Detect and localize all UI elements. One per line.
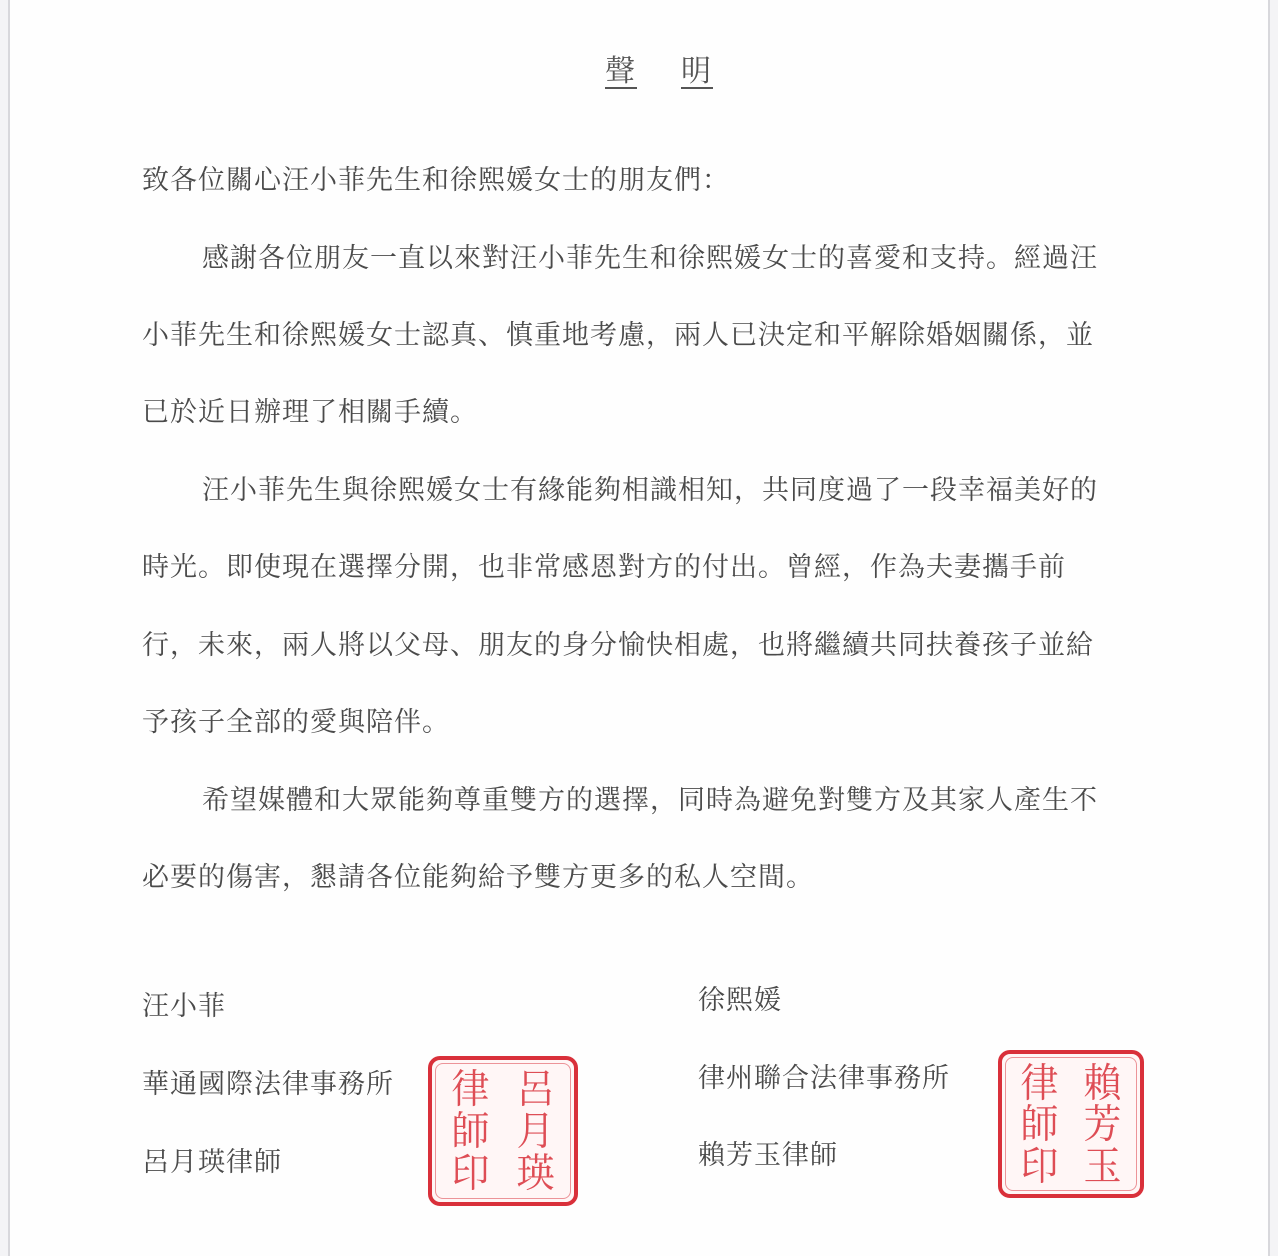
signature-firm-left: 華通國際法律事務所 — [142, 1069, 394, 1100]
paragraph-2-line-3: 行，未來，兩人將以父母、朋友的身分愉快相處，也將繼續共同扶養孩子並給 — [142, 630, 1094, 661]
paragraph-2-line-1: 汪小菲先生與徐熙媛女士有緣能夠相識相知，共同度過了一段幸福美好的 — [202, 475, 1098, 506]
lawyer-seal-left — [428, 1056, 578, 1206]
seal-char: 瑛 — [516, 1149, 555, 1197]
signature-party-left: 汪小菲 — [142, 991, 226, 1022]
seal-char: 律 — [1020, 1059, 1059, 1106]
salutation: 致各位關心汪小菲先生和徐熙媛女士的朋友們： — [142, 165, 730, 196]
seal-char: 玉 — [1083, 1142, 1122, 1189]
signature-party-right: 徐熙媛 — [698, 985, 782, 1016]
seal-char: 師 — [451, 1107, 490, 1155]
seal-char: 律 — [451, 1065, 490, 1113]
paragraph-1-line-2: 小菲先生和徐熙媛女士認真、慎重地考慮，兩人已決定和平解除婚姻關係，並 — [142, 320, 1094, 351]
paragraph-2-line-4: 予孩子全部的愛與陪伴。 — [142, 707, 450, 738]
seal-char: 芳 — [1083, 1100, 1122, 1148]
seal-char: 月 — [516, 1107, 555, 1155]
paragraph-3-line-1: 希望媒體和大眾能夠尊重雙方的選擇，同時為避免對雙方及其家人產生不 — [202, 785, 1098, 816]
paragraph-3-line-2: 必要的傷害，懇請各位能夠給予雙方更多的私人空間。 — [142, 862, 814, 893]
paragraph-1-line-3: 已於近日辦理了相關手續。 — [142, 397, 478, 428]
signature-lawyer-right: 賴芳玉律師 — [698, 1140, 838, 1171]
signature-lawyer-left: 呂月瑛律師 — [142, 1147, 282, 1178]
document-title: 聲 明 — [605, 54, 713, 89]
seal-char: 印 — [1020, 1142, 1059, 1189]
paragraph-2-line-2: 時光。即使現在選擇分開，也非常感恩對方的付出。曾經，作為夫妻攜手前 — [142, 552, 1066, 583]
seal-char: 師 — [1020, 1100, 1059, 1148]
seal-char: 呂 — [516, 1065, 555, 1113]
seal-char: 印 — [451, 1149, 490, 1197]
lawyer-seal-right — [998, 1050, 1144, 1198]
signature-firm-right: 律州聯合法律事務所 — [698, 1063, 950, 1094]
document-page — [8, 0, 1270, 1256]
paragraph-1-line-1: 感謝各位朋友一直以來對汪小菲先生和徐熙媛女士的喜愛和支持。經過汪 — [202, 243, 1098, 274]
seal-char: 賴 — [1083, 1059, 1122, 1106]
